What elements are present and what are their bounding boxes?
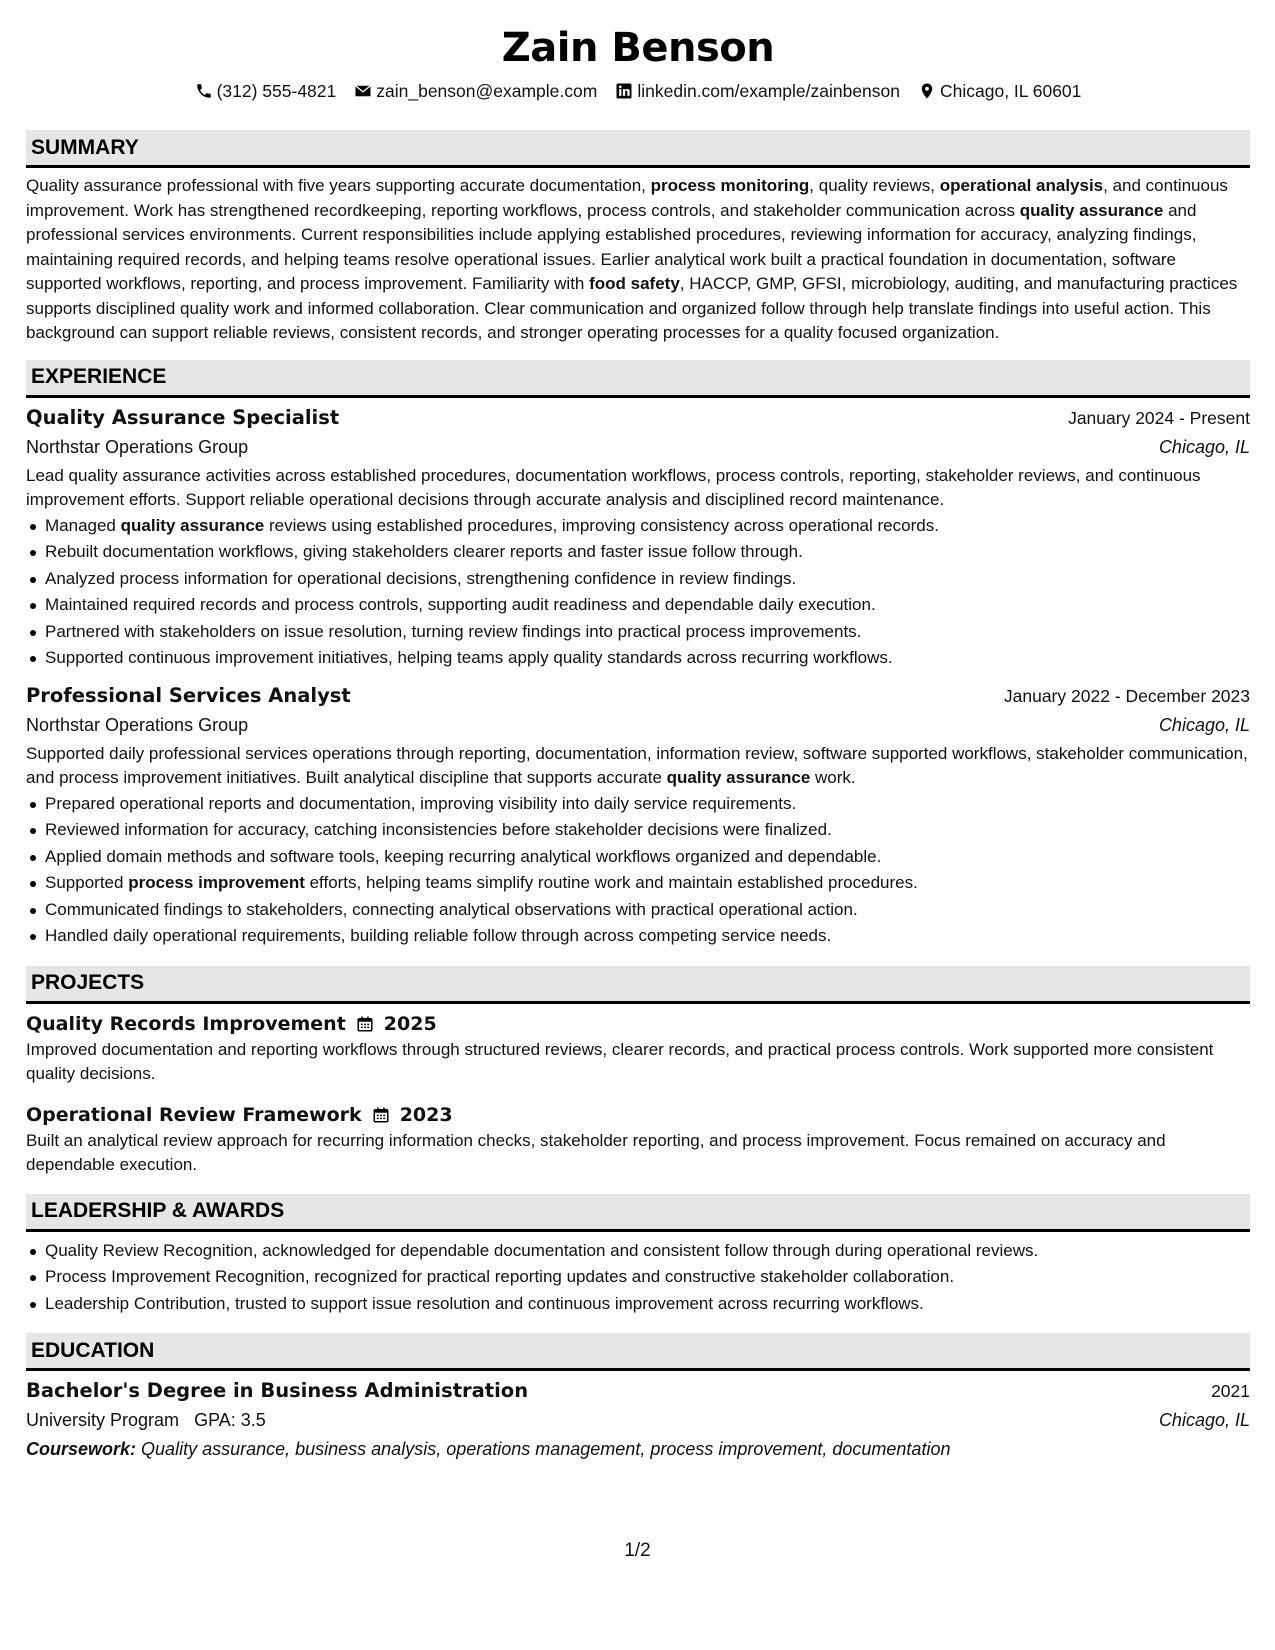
- job-location: Chicago, IL: [1158, 436, 1250, 457]
- list-item: Maintained required records and process controls, supporting audit readiness and dependable daily execution.: [26, 592, 1250, 619]
- school-info: [26, 1405, 266, 1435]
- summary-paragraph: Quality assurance professional with five years supporting accurate documentation, process monitoring, quality reviews, operational analysis, and continuous improvement. Work has strengthened recordkeeping, reporting workflows, process controls, and stakeholder communication across quality assurance and professional services environments. Current responsibilities include applying established procedures, reviewing information for accuracy, analyzing findings, maintaining required records, and helping teams resolve operational issues. Earlier analytical work built a practical foundation in documentation, software supported workflows, reporting, and process improvement. Familiarity with food safety, HACCP, GMP, GFSI, microbiology, auditing, and manufacturing practices supports disciplined quality work and informed collaboration. Clear communication and organized follow through help translate findings into useful action. This background can support reliable reviews, consistent records, and stronger operating processes for a quality focused organization.: [26, 176, 1238, 342]
- list-item: Partnered with stakeholders on issue resolution, turning review findings into practical process improvements.: [26, 619, 1250, 646]
- experience-entry: [26, 682, 1250, 950]
- job-company: Northstar Operations Group: [26, 714, 249, 735]
- list-item: Reviewed information for accuracy, catching inconsistencies before stakeholder decisions were finalized.: [26, 817, 1250, 844]
- list-item: Rebuilt documentation workflows, giving stakeholders clearer reports and faster issue follow through.: [26, 539, 1250, 566]
- job-title: Professional Services Analyst: [26, 683, 351, 707]
- job-bullets: [26, 791, 1250, 950]
- degree-title: Bachelor's Degree in Business Administration: [26, 1379, 529, 1402]
- project-entry: [26, 1101, 1250, 1178]
- job-location: Chicago, IL: [1158, 714, 1250, 735]
- location-text: Chicago, IL 60601: [940, 80, 1082, 101]
- section-header-summary: SUMMARY: [26, 130, 1250, 168]
- contact-email[interactable]: [354, 81, 597, 102]
- calendar-icon: [372, 1106, 390, 1124]
- section-header-experience: EXPERIENCE: [26, 360, 1250, 398]
- list-item: Supported process improvement efforts, helping teams simplify routine work and maintain established procedures.: [26, 870, 1250, 897]
- section-header-leadership: LEADERSHIP & AWARDS: [26, 1194, 1250, 1232]
- list-item: Quality Review Recognition, acknowledged for dependable documentation and consistent follow through during operational reviews.: [26, 1238, 1250, 1265]
- job-bullets: [26, 513, 1250, 672]
- school-location: Chicago, IL: [1158, 1410, 1250, 1430]
- school-name: University Program: [26, 1410, 180, 1430]
- coursework: [26, 1435, 1250, 1463]
- list-item: Handled daily operational requirements, building reliable follow through across competing service needs.: [26, 923, 1250, 950]
- contact-location: [918, 81, 1081, 102]
- job-dates: January 2022 - December 2023: [1003, 685, 1250, 706]
- experience-entry: [26, 404, 1250, 672]
- job-title: Quality Assurance Specialist: [26, 405, 340, 429]
- contact-bar: [26, 78, 1250, 104]
- list-item: Process Improvement Recognition, recognized for practical reporting updates and constructive stakeholder collaboration.: [26, 1264, 1250, 1291]
- email-text: zain_benson@example.com: [376, 80, 598, 101]
- contact-linkedin[interactable]: [615, 81, 900, 102]
- education-entry: [26, 1377, 1250, 1463]
- project-description: Built an analytical review approach for recurring information checks, stakeholder reporting, and process improvement. Focus remained on accuracy and dependable execution.: [26, 1130, 1166, 1174]
- project-title: Quality Records Improvement: [26, 1012, 346, 1035]
- coursework-label: Coursework:: [26, 1439, 137, 1459]
- coursework-list: Quality assurance, business analysis, operations management, process improvement, documentation: [141, 1439, 951, 1459]
- job-dates: January 2024 - Present: [1068, 407, 1250, 428]
- resume-page: [26, 0, 1250, 1463]
- project-entry: [26, 1010, 1250, 1087]
- linkedin-text: linkedin.com/example/zainbenson: [637, 80, 900, 101]
- project-description: Improved documentation and reporting workflows through structured reviews, clearer records, and practical process controls. Work supported more consistent quality decisions.: [26, 1039, 1214, 1083]
- section-header-projects: PROJECTS: [26, 966, 1250, 1004]
- project-year: 2025: [383, 1012, 437, 1035]
- list-item: Analyzed process information for operational decisions, strengthening confidence in review findings.: [26, 566, 1250, 593]
- section-header-education: EDUCATION: [26, 1333, 1250, 1371]
- graduation-year: 2021: [1211, 1381, 1250, 1401]
- list-item: Prepared operational reports and documentation, improving visibility into daily service requirements.: [26, 791, 1250, 818]
- leadership-list: [26, 1238, 1250, 1318]
- linkedin-icon: [615, 82, 633, 100]
- contact-phone: [195, 81, 337, 102]
- list-item: Applied domain methods and software tools, keeping recurring analytical workflows organized and dependable.: [26, 844, 1250, 871]
- list-item: Leadership Contribution, trusted to support issue resolution and continuous improvement across recurring workflows.: [26, 1291, 1250, 1318]
- list-item: Managed quality assurance reviews using established procedures, improving consistency across operational records.: [26, 513, 1250, 540]
- job-description: Supported daily professional services operations through reporting, documentation, information review, software supported workflows, stakeholder communication, and process improvement initiatives. Built analytical discipline that supports accurate quality assurance work.: [26, 743, 1248, 787]
- calendar-icon: [356, 1015, 374, 1033]
- phone-icon: [195, 82, 213, 100]
- candidate-name: Zain Benson: [501, 25, 775, 71]
- list-item: Communicated findings to stakeholders, connecting analytical observations with practical operational action.: [26, 897, 1250, 924]
- phone-text: (312) 555-4821: [216, 80, 337, 101]
- job-description: Lead quality assurance activities across established procedures, documentation workflows, process controls, reporting, stakeholder reviews, and continuous improvement efforts. Support reliable operational decisions through accurate analysis and disciplined record maintenance.: [26, 465, 1201, 509]
- project-title: Operational Review Framework: [26, 1103, 362, 1126]
- list-item: Supported continuous improvement initiatives, helping teams apply quality standards across recurring workflows.: [26, 645, 1250, 672]
- map-pin-icon: [918, 82, 936, 100]
- gpa: GPA: 3.5: [194, 1410, 266, 1430]
- project-year: 2023: [399, 1103, 453, 1126]
- job-company: Northstar Operations Group: [26, 436, 249, 457]
- envelope-icon: [354, 82, 372, 100]
- page-number: 1/2: [624, 1540, 651, 1561]
